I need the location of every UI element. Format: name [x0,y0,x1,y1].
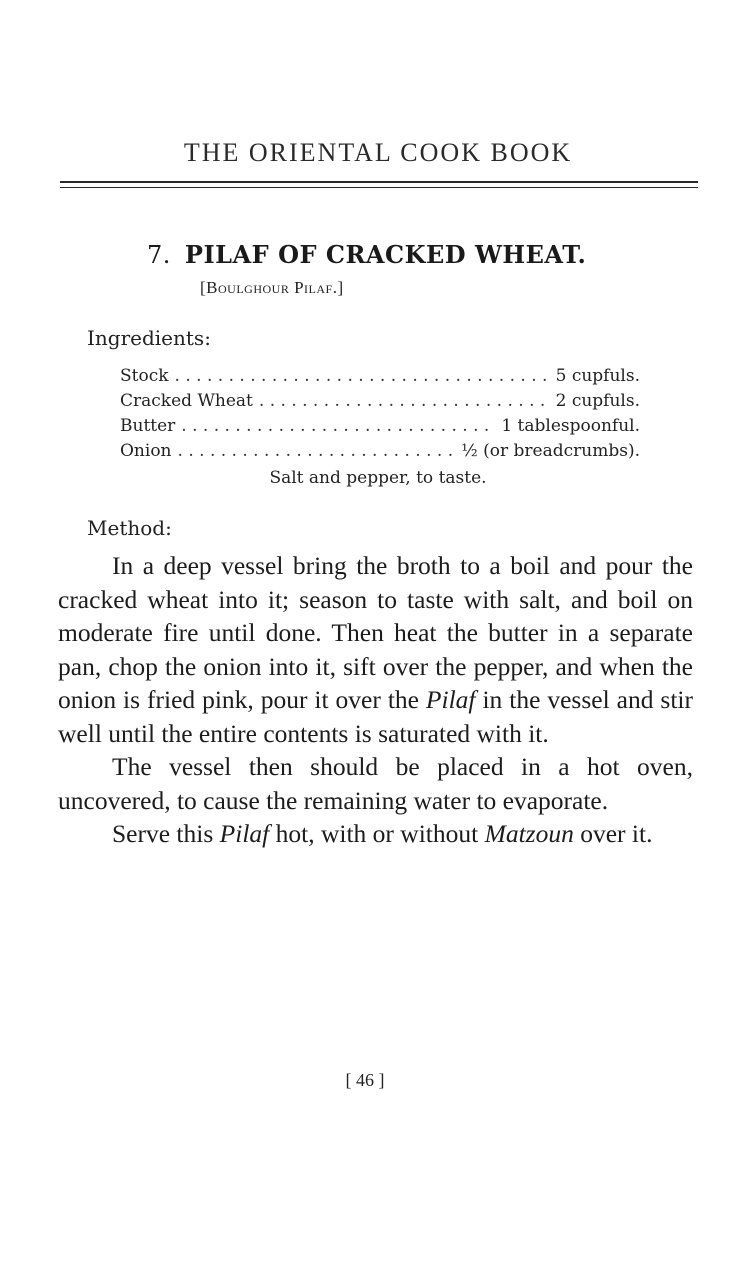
ingredient-row [120,441,640,465]
recipe-subtitle: [Boulghour Pilaf.] [200,278,344,297]
recipe-title-text: PILAF OF CRACKED WHEAT. [184,240,587,269]
italic-term: Pilaf [219,819,270,848]
recipe-number: 7. [147,241,171,269]
ingredient-row [120,416,640,440]
text-run: hot, with or without [269,819,485,848]
ingredient-row [120,391,640,415]
method-paragraph [58,549,693,750]
method-heading: Method: [87,516,172,540]
italic-term: Pilaf [425,685,476,714]
ingredient-name: Onion [120,441,172,461]
running-head: THE ORIENTAL COOK BOOK [183,138,573,167]
ingredient-name: Stock [120,366,169,386]
ingredient-name: Cracked Wheat [120,391,253,411]
leader-dots [175,366,550,386]
text-run: over it. [573,819,653,848]
recipe-title [147,240,667,269]
text-run: in the vessel and stir well until the entire contents is saturated with it. [58,685,693,748]
method-text [58,549,693,851]
ingredient-quantity: 2 cupfuls. [555,391,640,411]
seasoning-line: Salt and pepper, to taste. [269,468,487,488]
ingredient-row [120,366,640,390]
method-paragraph [58,817,693,851]
ingredients-heading: Ingredients: [87,326,211,350]
ingredient-quantity: 5 cupfuls. [555,366,640,386]
ingredient-quantity: ½ (or breadcrumbs). [461,441,640,461]
ingredient-quantity: 1 tablespoonful. [501,416,640,436]
text-run: In a deep vessel bring the broth to a boil and pour the cracked wheat into it; season to taste with salt, and boil on moderate fire until done. Then heat the butter in a separate pan, chop the onion into it, sift over the pepper, and when the onion is fried pink, pour it over the [58,551,693,714]
ingredient-name: Butter [120,416,176,436]
italic-term: Matzoun [484,819,574,848]
leader-dots [178,441,456,461]
text-run: Serve this [112,819,220,848]
header-rule-thin [60,187,698,188]
method-paragraph: The vessel then should be placed in a hot oven, uncovered, to cause the remaining water to evaporate. [58,752,693,815]
leader-dots [259,391,550,411]
leader-dots [181,416,495,436]
header-rule-thick [60,181,698,183]
page-number: [ 46 ] [345,1070,385,1090]
